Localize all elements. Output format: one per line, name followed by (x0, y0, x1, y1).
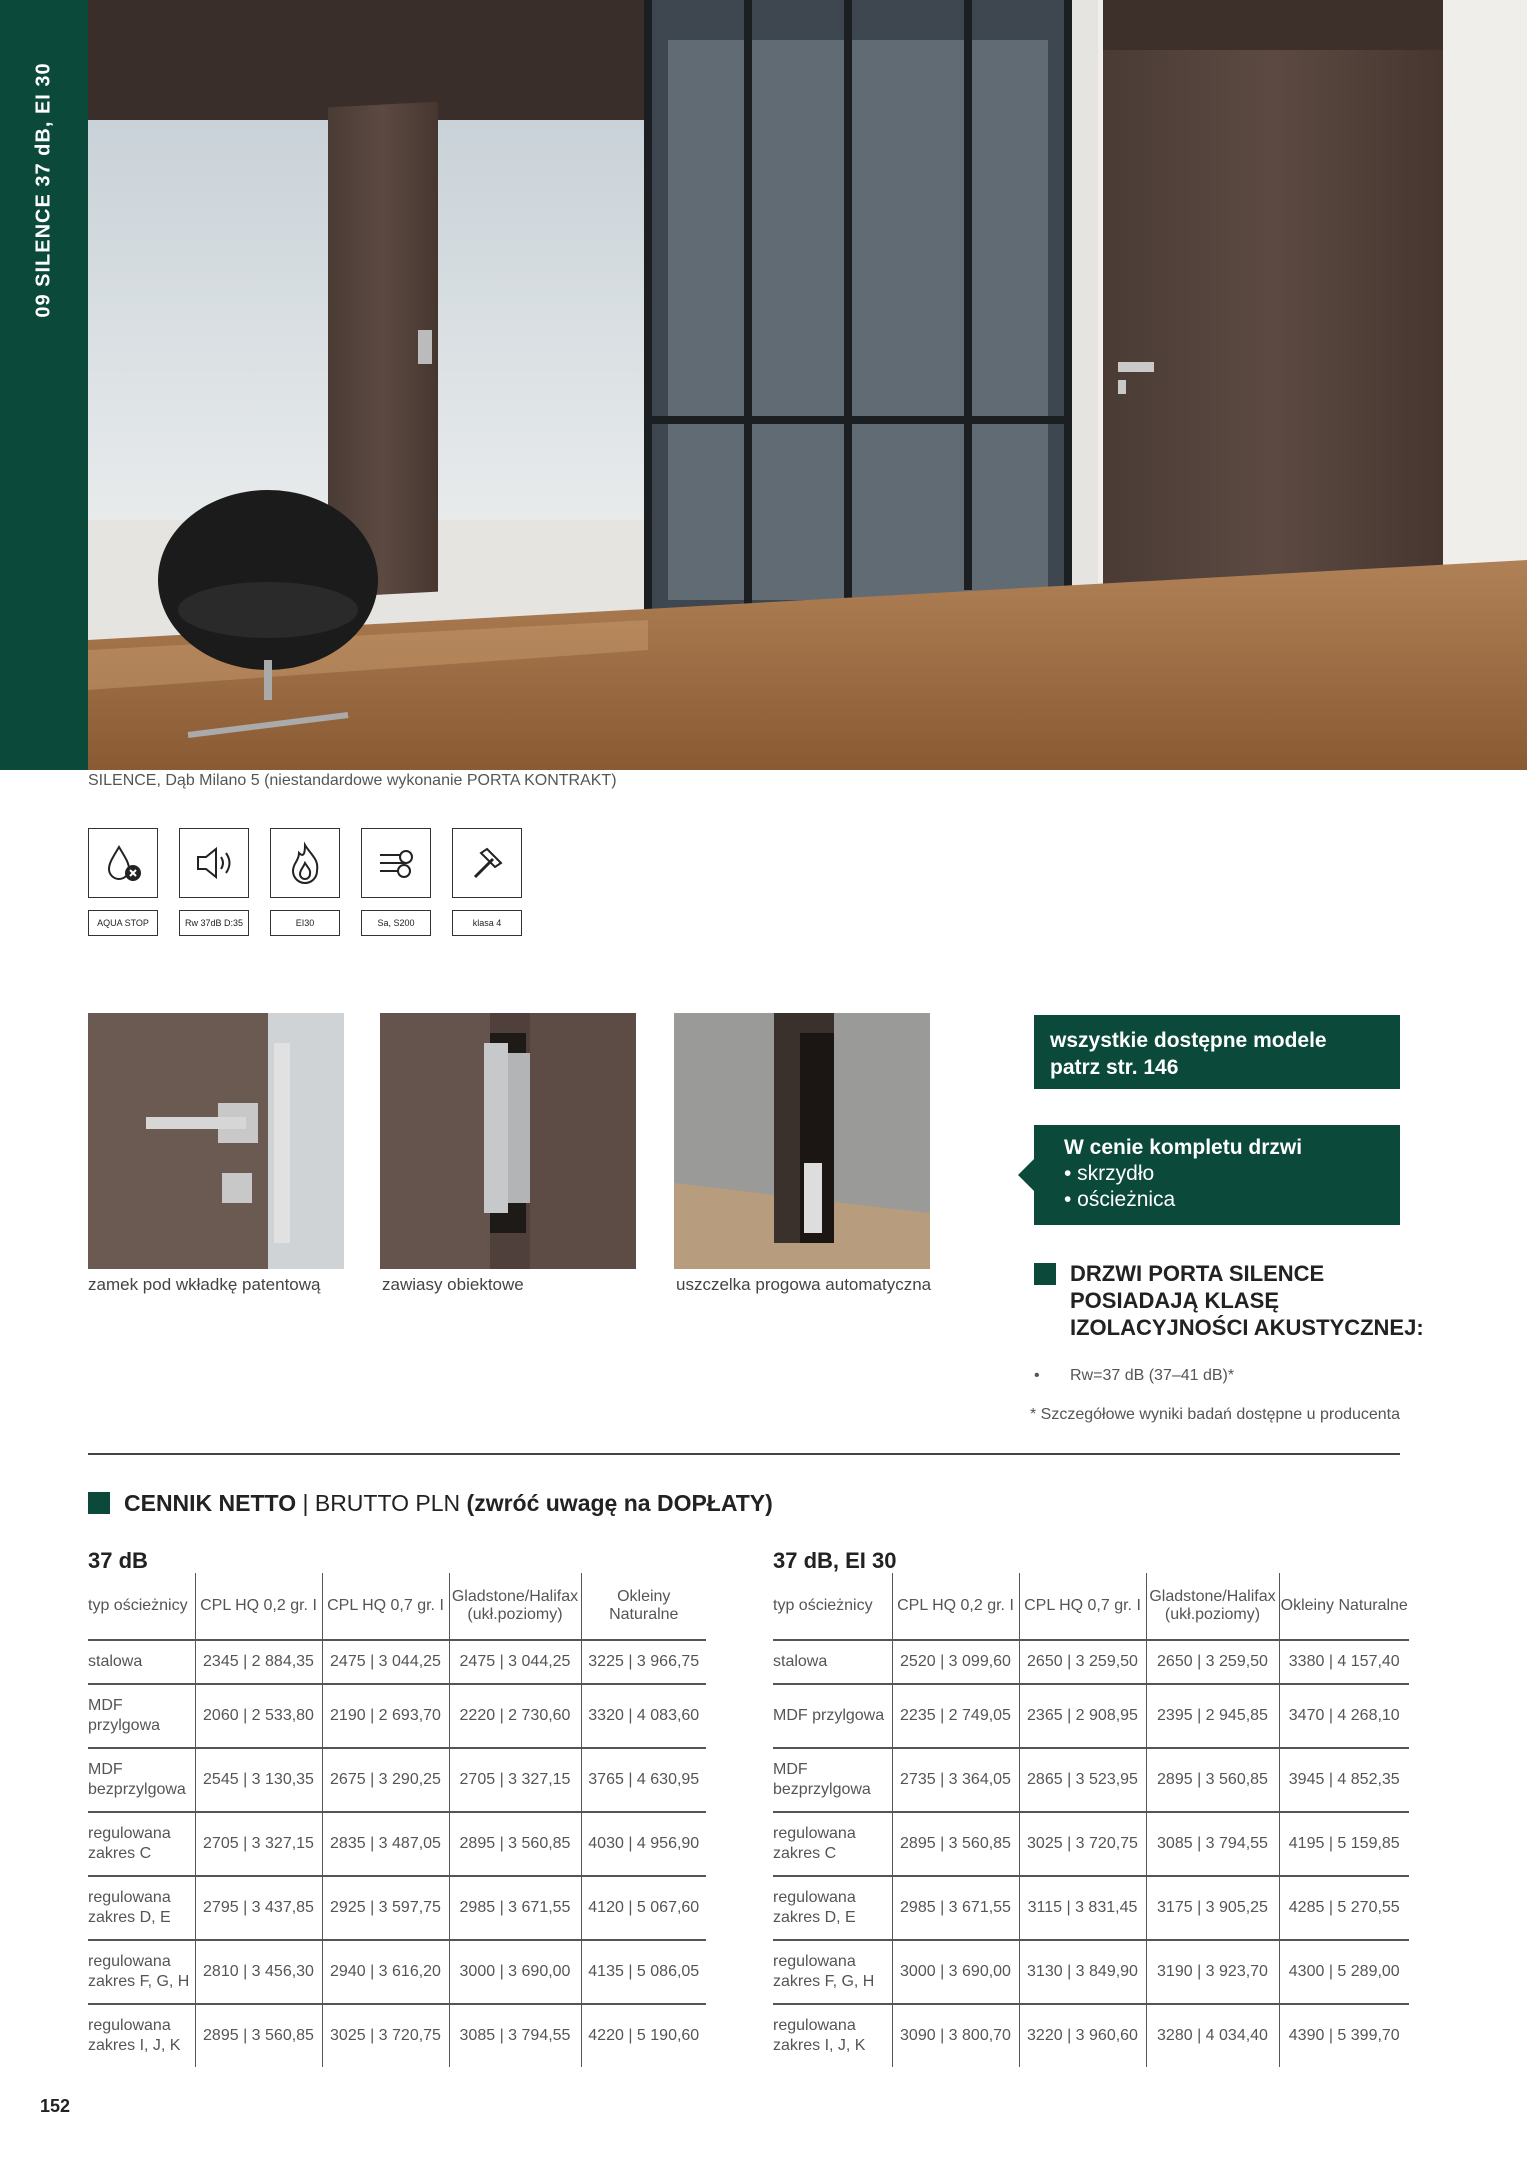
feature-burglary (452, 828, 524, 936)
frame-type-cell: regulowana zakres C (773, 1812, 892, 1876)
price-list-heading (88, 1490, 773, 1517)
table-row (88, 1748, 706, 1812)
feature-label: Sa, S200 (361, 910, 431, 936)
price-cell: 2705 | 3 327,15 (195, 1812, 322, 1876)
price-cell: 4390 | 5 399,70 (1279, 2004, 1409, 2067)
thumbnail-seal-caption: uszczelka progowa automatyczna (676, 1275, 932, 1294)
green-square (88, 1492, 110, 1514)
column-header: CPL HQ 0,2 gr. I (892, 1573, 1019, 1640)
green-square (1034, 1263, 1056, 1285)
price-cell: 2060 | 2 533,80 (195, 1684, 322, 1748)
column-header: Okleiny Naturalne (581, 1573, 706, 1640)
price-cell: 3220 | 3 960,60 (1019, 2004, 1146, 2067)
table-37db-title: 37 dB (88, 1548, 148, 1573)
price-cell: 2985 | 3 671,55 (449, 1876, 581, 1940)
price-cell: 2985 | 3 671,55 (892, 1876, 1019, 1940)
price-cell: 3130 | 3 849,90 (1019, 1940, 1146, 2004)
feature-acoustic (179, 828, 251, 936)
price-cell: 4300 | 5 289,00 (1279, 1940, 1409, 2004)
price-cell: 3320 | 4 083,60 (581, 1684, 706, 1748)
hammer-icon (465, 841, 509, 885)
price-cell: 2895 | 3 560,85 (1146, 1748, 1279, 1812)
table-header-row (88, 1573, 706, 1640)
price-cell: 3085 | 3 794,55 (449, 2004, 581, 2067)
price-cell: 2895 | 3 560,85 (195, 2004, 322, 2067)
price-cell: 3085 | 3 794,55 (1146, 1812, 1279, 1876)
frame-type-cell: regulowana zakres D, E (773, 1876, 892, 1940)
price-cell: 2190 | 2 693,70 (322, 1684, 449, 1748)
table-row (88, 1812, 706, 1876)
column-header: typ ościeżnicy (88, 1597, 188, 1614)
price-cell: 3175 | 3 905,25 (1146, 1876, 1279, 1940)
price-cell: 2365 | 2 908,95 (1019, 1684, 1146, 1748)
column-header: CPL HQ 0,2 gr. I (195, 1573, 322, 1640)
price-cell: 4120 | 5 067,60 (581, 1876, 706, 1940)
price-list-note: (zwróć uwagę na DOPŁATY) (460, 1490, 773, 1516)
price-cell: 2675 | 3 290,25 (322, 1748, 449, 1812)
price-cell: 2650 | 3 259,50 (1019, 1640, 1146, 1684)
table-row (773, 2004, 1409, 2067)
price-cell: 2865 | 3 523,95 (1019, 1748, 1146, 1812)
column-header: Okleiny Naturalne (1279, 1573, 1409, 1640)
price-cell: 3225 | 3 966,75 (581, 1640, 706, 1684)
price-table-ei30 (773, 1573, 1409, 2067)
set-contents-item: • skrzydło (1064, 1162, 1155, 1185)
table-row (88, 1940, 706, 2004)
price-cell: 2895 | 3 560,85 (892, 1812, 1019, 1876)
frame-type-cell: MDF przylgowa (88, 1684, 195, 1748)
price-cell: 3190 | 3 923,70 (1146, 1940, 1279, 2004)
acoustic-value (1034, 1367, 1234, 1385)
frame-type-cell: regulowana zakres C (88, 1812, 195, 1876)
price-cell: 2940 | 3 616,20 (322, 1940, 449, 2004)
price-cell: 4135 | 5 086,05 (581, 1940, 706, 2004)
price-cell: 2545 | 3 130,35 (195, 1748, 322, 1812)
table-row (773, 1940, 1409, 2004)
price-cell: 2735 | 3 364,05 (892, 1748, 1019, 1812)
smoke-icon (374, 841, 418, 885)
price-cell: 2475 | 3 044,25 (322, 1640, 449, 1684)
price-cell: 2475 | 3 044,25 (449, 1640, 581, 1684)
price-cell: 2395 | 2 945,85 (1146, 1684, 1279, 1748)
pointer-arrow (1018, 1159, 1034, 1191)
frame-type-cell: regulowana zakres I, J, K (773, 2004, 892, 2067)
hero-caption: SILENCE, Dąb Milano 5 (niestandardowe wykonanie PORTA KONTRAKT) (88, 772, 617, 789)
price-cell: 4195 | 5 159,85 (1279, 1812, 1409, 1876)
price-cell: 3025 | 3 720,75 (1019, 1812, 1146, 1876)
bullet-dot: • (1034, 1367, 1040, 1384)
frame-type-cell: stalowa (773, 1640, 892, 1684)
set-contents-item: • ościeżnica (1064, 1188, 1176, 1211)
frame-type-cell: regulowana zakres D, E (88, 1876, 195, 1940)
price-list-gross: BRUTTO PLN (314, 1490, 461, 1516)
price-cell: 3765 | 4 630,95 (581, 1748, 706, 1812)
acoustic-line: DRZWI PORTA SILENCE (1070, 1261, 1325, 1286)
price-cell: 3090 | 3 800,70 (892, 2004, 1019, 2067)
frame-type-cell: regulowana zakres F, G, H (773, 1940, 892, 2004)
thumbnail-lock (88, 1013, 344, 1269)
price-cell: 2835 | 3 487,05 (322, 1812, 449, 1876)
table-ei30-title: 37 dB, EI 30 (773, 1548, 897, 1573)
price-cell: 2810 | 3 456,30 (195, 1940, 322, 2004)
feature-aqua-stop (88, 828, 160, 936)
frame-type-cell: MDF przylgowa (773, 1684, 892, 1748)
all-models-line1: wszystkie dostępne modele (1050, 1029, 1327, 1052)
column-header: Gladstone/Halifax (ukł.poziomy) (449, 1573, 581, 1640)
thumbnail-lock-caption: zamek pod wkładkę patentową (88, 1275, 321, 1294)
column-header: typ ościeżnicy (773, 1597, 873, 1614)
price-cell: 3115 | 3 831,45 (1019, 1876, 1146, 1940)
table-header-row (773, 1573, 1409, 1640)
table-row (88, 1684, 706, 1748)
acoustic-line: IZOLACYJNOŚCI AKUSTYCZNEJ: (1070, 1315, 1424, 1340)
price-cell: 2520 | 3 099,60 (892, 1640, 1019, 1684)
price-cell: 2895 | 3 560,85 (449, 1812, 581, 1876)
thumbnail-hinges (380, 1013, 636, 1269)
price-cell: 4220 | 5 190,60 (581, 2004, 706, 2067)
frame-type-cell: MDF bezprzylgowa (773, 1748, 892, 1812)
thumbnail-hinges-caption: zawiasy obiektowe (382, 1275, 524, 1294)
price-cell: 4030 | 4 956,90 (581, 1812, 706, 1876)
hero-photo (88, 0, 1527, 770)
frame-type-cell: regulowana zakres F, G, H (88, 1940, 195, 2004)
set-contents-title: W cenie kompletu drzwi (1064, 1136, 1303, 1159)
price-cell: 3280 | 4 034,40 (1146, 2004, 1279, 2067)
table-row (773, 1876, 1409, 1940)
feature-label: EI30 (270, 910, 340, 936)
price-cell: 3000 | 3 690,00 (892, 1940, 1019, 2004)
divider (88, 1453, 1400, 1455)
column-header: CPL HQ 0,7 gr. I (322, 1573, 449, 1640)
all-models-line2: patrz str. 146 (1050, 1056, 1179, 1079)
price-cell: 4285 | 5 270,55 (1279, 1876, 1409, 1940)
price-cell: 2705 | 3 327,15 (449, 1748, 581, 1812)
table-row (773, 1748, 1409, 1812)
frame-type-cell: stalowa (88, 1640, 195, 1684)
thumbnail-seal (674, 1013, 930, 1269)
price-cell: 3470 | 4 268,10 (1279, 1684, 1409, 1748)
price-table-37db (88, 1573, 706, 2067)
feature-fire (270, 828, 342, 936)
page-number: 152 (40, 2096, 71, 2116)
price-cell: 2345 | 2 884,35 (195, 1640, 322, 1684)
acoustic-value-text: Rw=37 dB (37–41 dB)* (1070, 1367, 1235, 1384)
price-cell: 2220 | 2 730,60 (449, 1684, 581, 1748)
separator: | (296, 1490, 315, 1516)
column-header: Gladstone/Halifax (ukł.poziomy) (1146, 1573, 1279, 1640)
feature-label: klasa 4 (452, 910, 522, 936)
feature-smoke (361, 828, 433, 936)
footnote: * Szczegółowe wyniki badań dostępne u producenta (1030, 1406, 1401, 1423)
price-cell: 3380 | 4 157,40 (1279, 1640, 1409, 1684)
table-row (88, 1640, 706, 1684)
flame-icon (283, 841, 327, 885)
table-row (773, 1812, 1409, 1876)
price-cell: 3945 | 4 852,35 (1279, 1748, 1409, 1812)
table-row (773, 1684, 1409, 1748)
price-list-net: CENNIK NETTO (124, 1490, 297, 1516)
all-models-box (1034, 1015, 1400, 1089)
water-drop-icon (101, 841, 145, 885)
speaker-icon (192, 841, 236, 885)
feature-label: AQUA STOP (88, 910, 158, 936)
column-header: CPL HQ 0,7 gr. I (1019, 1573, 1146, 1640)
table-row (773, 1640, 1409, 1684)
feature-label: Rw 37dB D:35 (179, 910, 249, 936)
price-cell: 2925 | 3 597,75 (322, 1876, 449, 1940)
frame-type-cell: MDF bezprzylgowa (88, 1748, 195, 1812)
frame-type-cell: regulowana zakres I, J, K (88, 2004, 195, 2067)
price-cell: 2235 | 2 749,05 (892, 1684, 1019, 1748)
price-cell: 2650 | 3 259,50 (1146, 1640, 1279, 1684)
set-contents-box (1034, 1125, 1400, 1225)
price-cell: 3000 | 3 690,00 (449, 1940, 581, 2004)
price-cell: 2795 | 3 437,85 (195, 1876, 322, 1940)
price-cell: 3025 | 3 720,75 (322, 2004, 449, 2067)
section-tab-label: 09 SILENCE 37 dB, EI 30 (32, 62, 55, 318)
acoustic-line: POSIADAJĄ KLASĘ (1070, 1288, 1280, 1313)
table-row (88, 1876, 706, 1940)
acoustic-class-heading (1034, 1260, 1434, 1341)
table-row (88, 2004, 706, 2067)
section-tab (0, 0, 88, 770)
